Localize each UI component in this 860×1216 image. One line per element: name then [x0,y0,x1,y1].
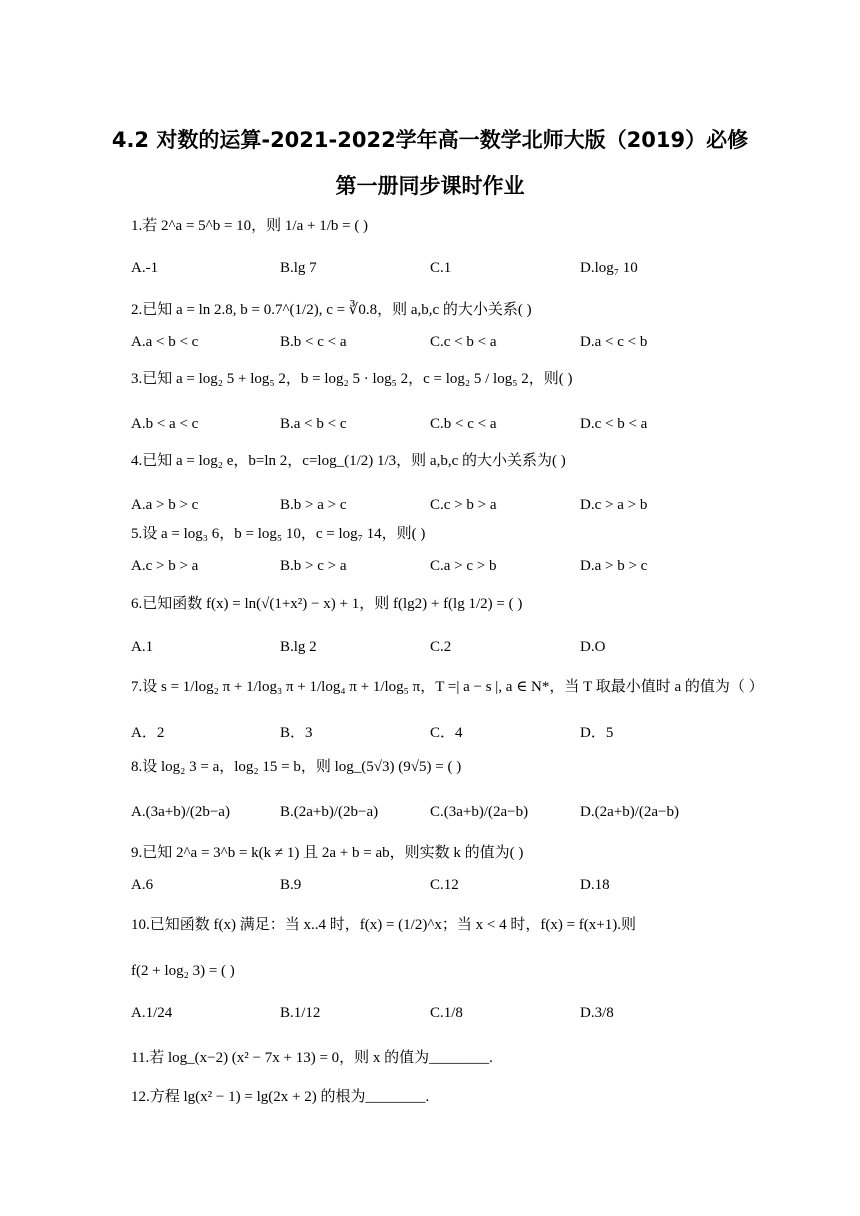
question-6: 6.已知函数 f(x) = ln(√(1+x²) − x) + 1，则 f(lg2) + f(lg 1/2) = ( ) [131,596,523,612]
option-d[interactable]: D.(2a+b)/(2a−b) [580,804,679,820]
option-d[interactable]: D.18 [580,877,610,893]
option-c[interactable]: C.2 [430,639,452,655]
option-b[interactable]: B.b > a > c [280,497,347,513]
option-c[interactable]: C.12 [430,877,459,893]
option-a[interactable]: A．2 [131,725,165,741]
option-a[interactable]: A.6 [131,877,154,893]
option-d[interactable]: D.log₇ 10 [580,260,638,276]
question-3: 3.已知 a = log₂ 5 + log₅ 2，b = log₂ 5 · log₅ 2，c = log₂ 5 / log₅ 2，则( ) [131,371,573,387]
option-b[interactable]: B.9 [280,877,302,893]
option-d[interactable]: D．5 [580,725,614,741]
option-d[interactable]: D.c < b < a [580,416,648,432]
option-c[interactable]: C.1 [430,260,452,276]
option-c[interactable]: C．4 [430,725,463,741]
option-c[interactable]: C.a > c > b [430,558,497,574]
question-10: 10.已知函数 f(x) 满足：当 x..4 时，f(x) = (1/2)^x；当 x < 4 时，f(x) = f(x+1).则 [131,917,636,933]
question-5: 5.设 a = log₃ 6，b = log₅ 10，c = log₇ 14，则( ) [131,526,426,542]
option-b[interactable]: B.(2a+b)/(2b−a) [280,804,379,820]
option-c[interactable]: C.(3a+b)/(2a−b) [430,804,529,820]
question-10-line2: f(2 + log₂ 3) = ( ) [131,963,235,979]
question-4: 4.已知 a = log₂ e，b=ln 2，c=log_(1/2) 1/3，则 a,b,c 的大小关系为( ) [131,453,566,469]
option-d[interactable]: D.a < c < b [580,334,648,350]
option-b[interactable]: B．3 [280,725,313,741]
option-a[interactable]: A.1 [131,639,154,655]
question-1: 1.若 2^a = 5^b = 10，则 1/a + 1/b = ( ) [131,218,369,234]
option-b[interactable]: B.b < c < a [280,334,347,350]
option-a[interactable]: A.a < b < c [131,334,199,350]
question-7: 7.设 s = 1/log₂ π + 1/log₃ π + 1/log₄ π + 1/log₅ π，T =| a − s |, a ∈ N*，当 T 取最小值时 a 的值为（ ） [131,679,764,695]
option-b[interactable]: B.lg 7 [280,260,317,276]
question-8: 8.设 log₂ 3 = a，log₂ 15 = b，则 log_(5√3) (9√5) = ( ) [131,759,462,775]
option-c[interactable]: C.1/8 [430,1005,463,1021]
option-b[interactable]: B.a < b < c [280,416,347,432]
option-c[interactable]: C.c < b < a [430,334,497,350]
question-2: 2.已知 a = ln 2.8, b = 0.7^(1/2), c = ∛0.8，则 a,b,c 的大小关系( ) [131,302,532,318]
option-a[interactable]: A.a > b > c [131,497,199,513]
option-d[interactable]: D.O [580,639,606,655]
option-d[interactable]: D.3/8 [580,1005,614,1021]
option-a[interactable]: A.c > b > a [131,558,199,574]
question-11: 11.若 log_(x−2) (x² − 7x + 13) = 0，则 x 的值为________. [131,1050,493,1066]
option-b[interactable]: B.1/12 [280,1005,321,1021]
question-9: 9.已知 2^a = 3^b = k(k ≠ 1) 且 2a + b = ab，则实数 k 的值为( ) [131,845,524,861]
question-12: 12.方程 lg(x² − 1) = lg(2x + 2) 的根为________. [131,1089,430,1105]
option-b[interactable]: B.lg 2 [280,639,317,655]
option-a[interactable]: A.(3a+b)/(2b−a) [131,804,230,820]
option-a[interactable]: A.b < a < c [131,416,199,432]
option-c[interactable]: C.c > b > a [430,497,497,513]
option-a[interactable]: A.-1 [131,260,159,276]
option-c[interactable]: C.b < c < a [430,416,497,432]
option-b[interactable]: B.b > c > a [280,558,347,574]
option-d[interactable]: D.a > b > c [580,558,648,574]
page-subtitle: 第一册同步课时作业 [335,174,525,198]
page-title: 4.2 对数的运算-2021-2022学年高一数学北师大版（2019）必修 [111,128,749,152]
option-a[interactable]: A.1/24 [131,1005,173,1021]
option-d[interactable]: D.c > a > b [580,497,648,513]
